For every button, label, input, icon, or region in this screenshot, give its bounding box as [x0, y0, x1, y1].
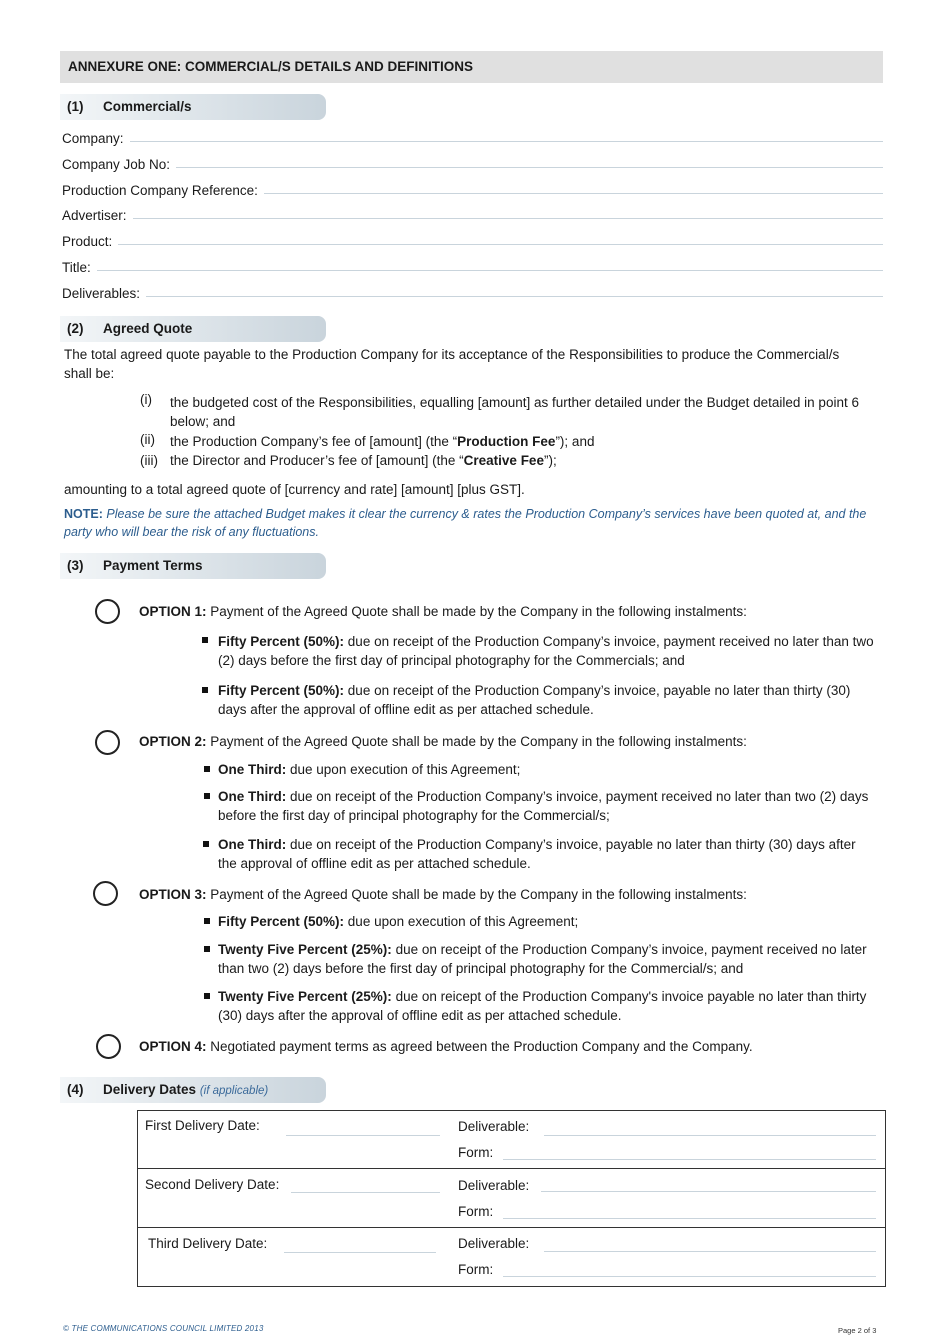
- option-4-radio[interactable]: [96, 1034, 121, 1059]
- item-number: (iii): [140, 453, 158, 468]
- bullet-icon: [202, 687, 208, 693]
- bullet-icon: [204, 993, 210, 999]
- section-header-commercials: [60, 94, 326, 120]
- option-2-bullet: One Third: due on receipt of the Production Company’s invoice, payment received no later than two (2) days before the first day of principal photography for the Commercial/s;: [218, 789, 869, 823]
- budget-note: NOTE: Please be sure the attached Budget makes it clear the currency & rates the Production Company’s services have been quoted at, and the party who will bear the risk of any fluctuations.: [64, 507, 867, 539]
- section-label: Delivery Dates (if applicable): [103, 1082, 269, 1097]
- option-1-radio[interactable]: [95, 599, 120, 624]
- second-form-input[interactable]: [503, 1217, 876, 1219]
- option-4-text: OPTION 4: Negotiated payment terms as agreed between the Production Company and the Company.: [139, 1039, 753, 1054]
- first-delivery-date-input[interactable]: [286, 1134, 440, 1136]
- copyright-footer: © THE COMMUNICATIONS COUNCIL LIMITED 2013: [63, 1324, 264, 1333]
- bullet-icon: [204, 766, 210, 772]
- delivery-dates-table: [137, 1110, 886, 1287]
- option-1-text: OPTION 1: Payment of the Agreed Quote shall be made by the Company in the following instalments:: [139, 604, 747, 619]
- option-3-text: OPTION 3: Payment of the Agreed Quote shall be made by the Company in the following instalments:: [139, 887, 747, 902]
- section-label: Agreed Quote: [103, 321, 193, 336]
- first-deliverable-input[interactable]: [544, 1134, 876, 1136]
- delivery-date-label: Second Delivery Date:: [145, 1177, 280, 1192]
- option-3-bullet: Fifty Percent (50%): due upon execution of this Agreement;: [218, 914, 579, 929]
- section-label: Commercial/s: [103, 99, 192, 114]
- delivery-date-label: First Delivery Date:: [145, 1118, 260, 1133]
- company-job-no-field[interactable]: Company Job No:: [62, 155, 883, 175]
- quote-item-creative-fee: the Director and Producer’s fee of [amount] (the “Creative Fee”);: [170, 453, 557, 468]
- third-deliverable-input[interactable]: [544, 1250, 876, 1252]
- option-2-text: OPTION 2: Payment of the Agreed Quote shall be made by the Company in the following instalments:: [139, 734, 747, 749]
- company-field[interactable]: Company:: [62, 129, 883, 149]
- section-number: (1): [67, 99, 84, 114]
- delivery-date-label: Third Delivery Date:: [148, 1236, 268, 1251]
- third-form-input[interactable]: [503, 1275, 876, 1277]
- title-field[interactable]: Title:: [62, 258, 883, 278]
- item-number: (i): [140, 392, 152, 407]
- bullet-icon: [204, 918, 210, 924]
- section-header-payment-terms: [60, 553, 326, 579]
- advertiser-field[interactable]: Advertiser:: [62, 206, 883, 226]
- deliverable-label: Deliverable:: [458, 1236, 530, 1251]
- quote-item-production-fee: the Production Company’s fee of [amount] (the “Production Fee”); and: [170, 434, 595, 449]
- form-label: Form:: [458, 1262, 494, 1277]
- quote-intro: The total agreed quote payable to the Production Company for its acceptance of the Responsibilities to produce the Commercial/s shall be:: [64, 347, 840, 381]
- delivery-row: [138, 1111, 885, 1168]
- form-label: Form:: [458, 1204, 494, 1219]
- bullet-icon: [204, 793, 210, 799]
- section-header-agreed-quote: [60, 316, 326, 342]
- option-3-bullet: Twenty Five Percent (25%): due on receipt of the Production Company’s invoice, payment received no later than two (2) days before the first day of principal photography for the Commercial/s; and: [218, 942, 867, 976]
- first-form-input[interactable]: [503, 1158, 876, 1160]
- quote-total: amounting to a total agreed quote of [currency and rate] [amount] [plus GST].: [64, 482, 525, 497]
- deliverable-label: Deliverable:: [458, 1119, 530, 1134]
- page-number: Page 2 of 3: [838, 1326, 877, 1335]
- production-company-reference-field[interactable]: Production Company Reference:: [62, 181, 883, 201]
- item-number: (ii): [140, 432, 155, 447]
- annexure-title: ANNEXURE ONE: COMMERCIAL/S DETAILS AND DEFINITIONS: [60, 51, 883, 83]
- deliverable-label: Deliverable:: [458, 1178, 530, 1193]
- quote-item-budget: the budgeted cost of the Responsibilities, equalling [amount] as further detailed under the Budget detailed in point 6 below; and: [170, 395, 859, 429]
- option-2-radio[interactable]: [95, 730, 120, 755]
- third-delivery-date-input[interactable]: [284, 1251, 436, 1253]
- option-1-bullet: Fifty Percent (50%): due on receipt of the Production Company’s invoice, payable no later than thirty (30) days after the approval of offline edit as per attached schedule.: [218, 683, 851, 717]
- option-1-bullet: Fifty Percent (50%): due on receipt of the Production Company’s invoice, payment received no later than two (2) days before the first day of principal photography for the Commercials; and: [218, 634, 874, 668]
- second-deliverable-input[interactable]: [541, 1190, 876, 1192]
- deliverables-field[interactable]: Deliverables:: [62, 284, 883, 304]
- bullet-icon: [204, 946, 210, 952]
- section-label: Payment Terms: [103, 558, 203, 573]
- form-label: Form:: [458, 1145, 494, 1160]
- section-number: (3): [67, 558, 84, 573]
- option-2-bullet: One Third: due upon execution of this Agreement;: [218, 762, 521, 777]
- section-header-delivery-dates: [60, 1077, 326, 1103]
- option-3-radio[interactable]: [93, 881, 118, 906]
- bullet-icon: [203, 841, 209, 847]
- delivery-row: [138, 1227, 885, 1287]
- option-2-bullet: One Third: due on receipt of the Production Company’s invoice, payable no later than thirty (30) days after the approval of offline edit as per attached schedule.: [218, 837, 856, 871]
- section-number: (2): [67, 321, 84, 336]
- section-number: (4): [67, 1082, 84, 1097]
- option-3-bullet: Twenty Five Percent (25%): due on reicept of the Production Company's invoice payable no later than thirty (30) days after the approval of offline edit as per attached schedule.: [218, 989, 867, 1023]
- delivery-row: [138, 1168, 885, 1228]
- product-field[interactable]: Product:: [62, 232, 883, 252]
- bullet-icon: [202, 637, 208, 643]
- second-delivery-date-input[interactable]: [291, 1191, 440, 1193]
